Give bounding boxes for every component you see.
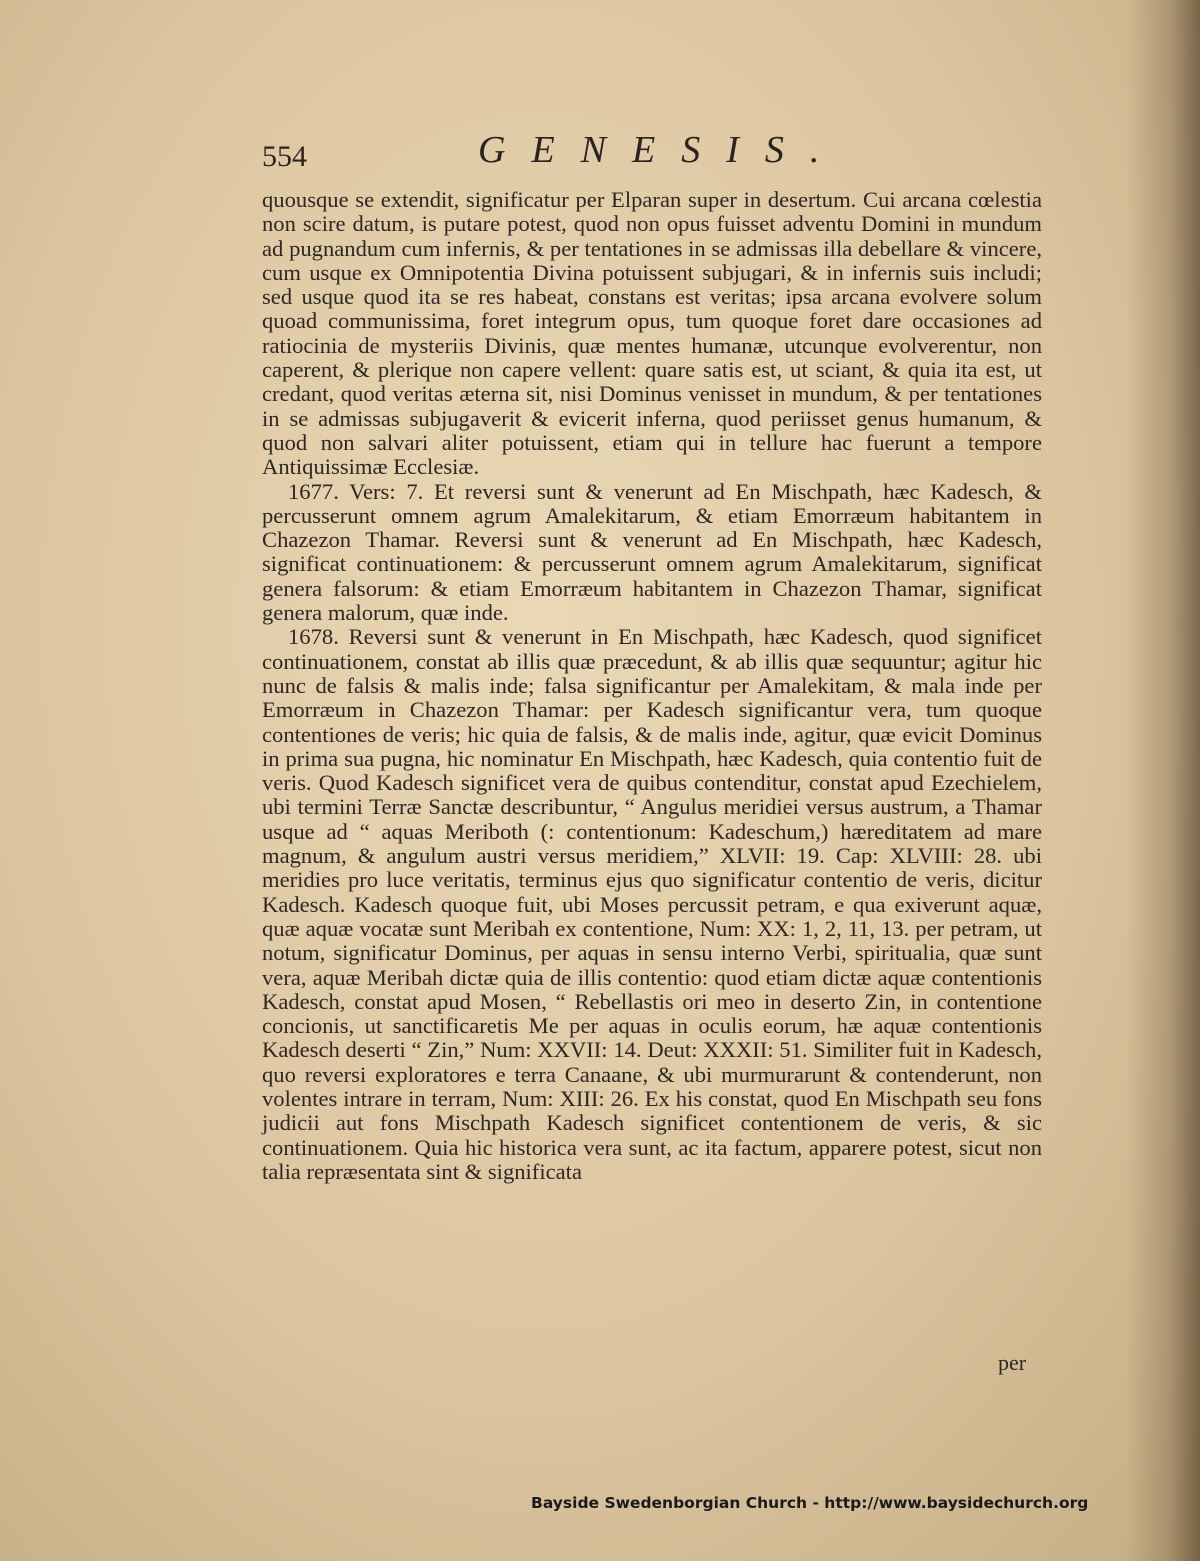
footer-credit: Bayside Swedenborgian Church - http://www.baysidechurch.org [531,1494,1089,1512]
page-number: 554 [262,140,307,173]
paragraph-1678: 1678. Reversi sunt & venerunt in En Mischpath, hæc Kadesch, quod significet continuationem, constat ab illis quæ præcedunt, & ab illis quæ sequuntur; agitur hic nunc de falsis & malis inde; falsa significantur per Amalekitam, & mala inde per Emorræum in Chazezon Thamar: per Kadesch significantur vera, tum quoque contentiones de veris; hic quia de falsis, & de malis inde, agitur, quæ evicit Dominus in prima sua pugna, hic nominatur En Mischpath, hæc Kadesch, quia contentio fuit de veris. Quod Kadesch significet vera de quibus contenditur, constat apud Ezechielem, ubi termini Terræ Sanctæ describuntur, “ Angulus meridiei versus austrum, a Thamar usque ad “ aquas Meriboth (: contentionum: Kadeschum,) hæreditatem ad mare magnum, & angulum austri versus meridiem,” XLVII: 19. Cap: XLVIII: 28. ubi meridies pro luce veritatis, terminus ejus quo significatur contentio de veris, dicitur Kadesch. Kadesch quoque fuit, ubi Moses percussit petram, e qua exiverunt aquæ, quæ aquæ vocatæ sunt Meribah ex contentione, Num: XX: 1, 2, 11, 13. per petram, ut notum, significatur Dominus, per aquas in sensu interno Verbi, spiritualia, quæ sunt vera, aquæ Meribah dictæ quia de illis contentio: quod etiam dictæ aquæ contentionis Kadesch, constat apud Mosen, “ Rebellastis ori meo in deserto Zin, in contentione concionis, ut sanctificaretis Me per aquas in oculis eorum, hæ aquæ contentionis Kadesch deserti “ Zin,” Num: XXVII: 14. Deut: XXXII: 51. Similiter fuit in Kadesch, quo reversi exploratores e terra Canaane, & ubi murmurarunt & contenderunt, non volentes intrare in terram, Num: XIII: 26. Ex his constat, quod En Mischpath seu fons judicii aut fons Mischpath Kadesch significet contentionem de veris, & sic continuationem. Quia hic historica vera sunt, ac ita factum, apparere potest, sicut non talia repræsentata sint & significata [262,624,1042,1184]
page-header [262,128,1042,178]
paragraph-continuation: quousque se extendit, significatur per Elparan super in desertum. Cui arcana cœlestia non scire datum, is putare potest, quod non opus fuisset adventu Domini in mundum ad pugnandum cum infernis, & per tentationes in se admissas illa debellare & vincere, cum usque ex Omnipotentia Divina potuissent subjugari, & in infernis suis includi; sed usque quod ita se res habeat, constans est veritas; ipsa arcana evolvere solum quoad communissima, foret integrum opus, tum quoque foret dare occasiones ad ratiocinia de mysteriis Divinis, quæ mentes humanæ, utcunque evolverentur, non caperent, & plerique non capere vellent: quare satis est, ut sciant, & quia ita est, ut credant, quod veritas æterna sit, nisi Dominus venisset in mundum, & per tentationes in se admissas subjugaverit & evicerit inferna, quod periisset genus humanum, & quod non salvari aliter potuissent, etiam qui in tellure hac fuerunt a tempore Antiquissimæ Ecclesiæ. [262,187,1042,480]
page-gutter-shadow [1125,0,1200,1561]
paragraph-1677: 1677. Vers: 7. Et reversi sunt & venerunt ad En Mischpath, hæc Kadesch, & percusserunt omnem agrum Amalekitarum, & etiam Emorræum habitantem in Chazezon Thamar. Reversi sunt & venerunt ad En Mischpath, hæc Kadesch, significat continuationem: & percusserunt omnem agrum Amalekitarum, significat genera falsorum: & etiam Emorræum habitantem in Chazezon Thamar, significat genera malorum, quæ inde. [262,478,1042,626]
running-title: GENESIS. [478,129,846,171]
body-text [262,188,1042,1184]
catchword: per [998,1350,1027,1375]
